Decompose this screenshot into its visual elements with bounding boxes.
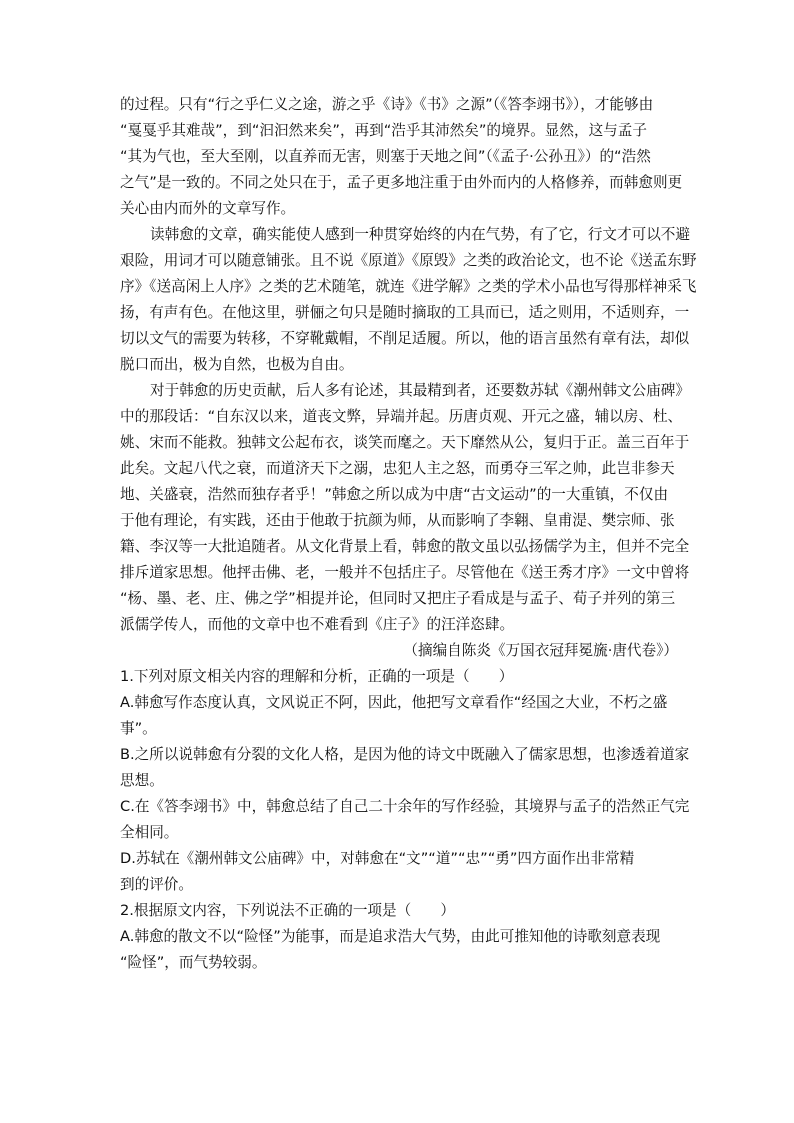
text-line: 中的那段话：“自东汉以来，道丧文弊，异端并起。历唐贞观、开元之盛，辅以房、杜、 [120,408,683,425]
text-line: 排斥道家思想。他抨击佛、老，一般并不包括庄子。尽管他在《送王秀才序》一文中曾将 [120,564,690,581]
question-2: 2.根据原文内容，下列说法不正确的一项是（ ） [120,902,455,919]
option-b-continued: 思想。 [120,772,164,789]
option-d: D.苏轼在《潮州韩文公庙碑》中，对韩愈在“文”“道”“忠”“勇”四方面作出非常精 [120,850,635,867]
text-line: 籍、李汉等一大批追随者。从文化背景上看，韩愈的散文虽以弘扬儒学为主，但并不完全 [120,538,690,555]
text-line: 脱口而出，极为自然，也极为自由。 [120,356,354,373]
text-line: 的过程。只有“行之乎仁义之途，游之乎《诗》《书》之源”（《答李翊书》），才能够由 [120,96,654,113]
source-citation: （摘编自陈炎《万国衣冠拜冕旒·唐代卷》） [403,642,678,659]
text-line: 之气”是一致的。不同之处只在于，孟子更多地注重于由外而内的人格修养，而韩愈则更 [120,174,683,191]
text-line: 姚、宋而不能救。独韩文公起布衣，谈笑而麾之。天下靡然从公，复归于正。盖三百年于 [120,434,690,451]
option-c: C.在《答李翊书》中，韩愈总结了自己二十余年的写作经验，其境界与孟子的浩然正气完 [120,798,690,815]
option-d-continued: 到的评价。 [120,876,193,893]
text-line: 关心由内而外的文章写作。 [120,200,296,217]
text-line: 地、关盛衰，浩然而独存者乎！”韩愈之所以成为中唐“古文运动”的一大重镇，不仅由 [120,486,669,503]
text-line: 此矣。文起八代之衰，而道济天下之溺，忠犯人主之怒，而勇夺三军之帅，此岂非参天 [120,460,675,477]
text-line: “戛戛乎其难哉”，到“汩汩然来矣”，再到“浩乎其沛然矣”的境界。显然，这与孟子 [120,122,647,139]
option-a-continued: “险怪”，而气势较弱。 [120,954,267,971]
text-line: 读韩愈的文章，确实能使人感到一种贯穿始终的内在气势，有了它，行文才可以不避 [150,226,690,243]
text-line: “杨、墨、老、庄、佛之学”相提并论，但同时又把庄子看成是与孟子、荀子并列的第三 [120,590,676,607]
text-line: “其为气也，至大至刚，以直养而无害，则塞于天地之间”（《孟子·公孙丑》）的“浩然 [120,148,651,165]
option-a: A.韩愈写作态度认真，文风说正不阿，因此，他把写文章看作“经国之大业，不朽之盛 [120,694,668,711]
question-1: 1.下列对原文相关内容的理解和分析，正确的一项是（ ） [120,668,514,685]
text-line: 切以文气的需要为转移，不穿靴戴帽，不削足适履。所以，他的语言虽然有章有法，却似 [120,330,690,347]
text-line: 艰险，用词才可以随意铺张。且不说《原道》《原毁》之类的政治论文，也不论《送孟东野 [120,252,697,269]
document-page [120,92,697,976]
option-a-continued: 事”。 [120,720,157,737]
option-b: B.之所以说韩愈有分裂的文化人格，是因为他的诗文中既融入了儒家思想，也渗透着道家 [120,746,690,763]
text-line: 派儒学传人，而他的文章中也不难看到《庄子》的汪洋恣肆。 [120,616,515,633]
text-line: 序》《送高闲上人序》之类的艺术随笔，就连《进学解》之类的学术小品也写得那样神采飞 [120,278,697,295]
text-line: 扬，有声有色。在他这里，骈俪之句只是随时摘取的工具而已，适之则用，不适则弃，一 [120,304,690,321]
text-line: 于他有理论，有实践，还由于他敢于抗颜为师，从而影响了李翱、皇甫湜、樊宗师、张 [120,512,675,529]
option-c-continued: 全相同。 [120,824,179,841]
text-line: 对于韩愈的历史贡献，后人多有论述，其最精到者，还要数苏轼《潮州韩文公庙碑》 [150,382,690,399]
option-a: A.韩愈的散文不以“险怪”为能事，而是追求浩大气势，由此可推知他的诗歌刻意表现 [120,928,661,945]
